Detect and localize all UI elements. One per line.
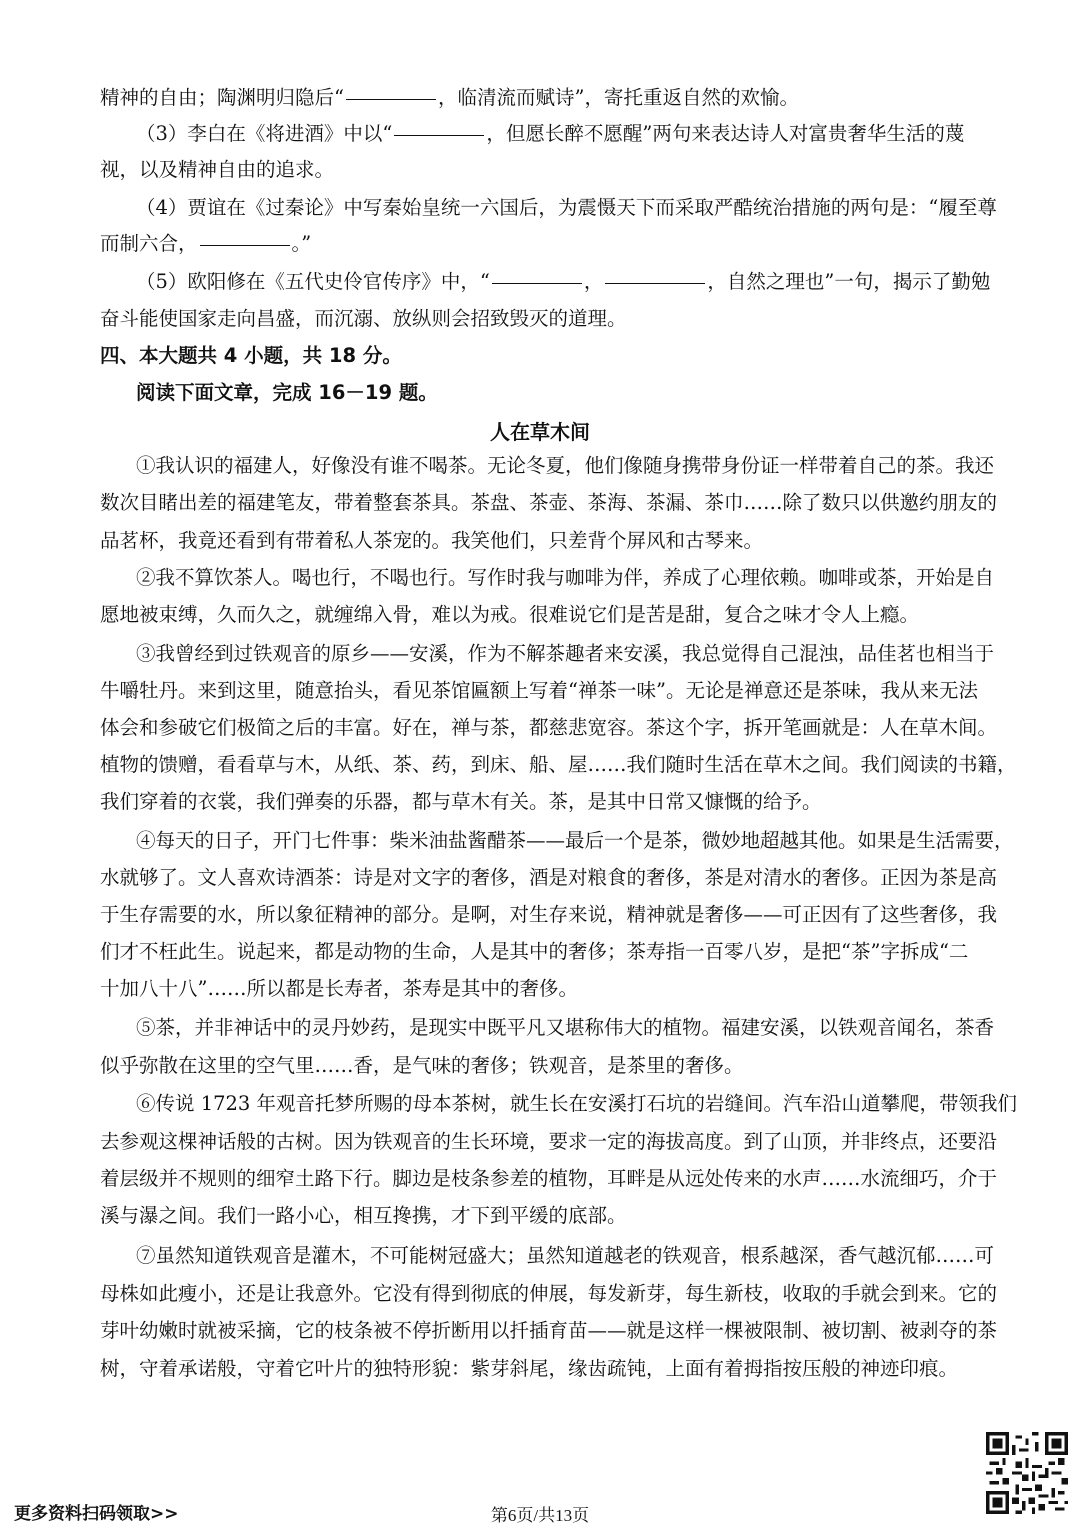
section-instruction: 阅读下面文章，完成 16－19 题。	[136, 381, 438, 404]
article-line: 体会和参破它们极简之后的丰富。好在，禅与茶，都慈悲宽容。茶这个字，拆开笔画就是：人在草木间。	[100, 716, 998, 739]
article-line: 芽叶幼嫩时就被采摘，它的枝条被不停折断用以扦插育苗——就是这样一棵被限制、被切割、被剥夺的茶	[100, 1319, 998, 1342]
article-line: 于生存需要的水，所以象征精神的部分。是啊，对生存来说，精神就是奢侈——可正因有了这些奢侈，我	[100, 903, 998, 926]
text-segment: （5）欧阳修在《五代史伶官传序》中，“	[136, 270, 490, 293]
article-line: ②我不算饮茶人。喝也行，不喝也行。写作时我与咖啡为伴，养成了心理依赖。咖啡或茶，开始是自	[136, 566, 995, 589]
article-line: 十加八十八”……所以都是长寿者，茶寿是其中的奢侈。	[100, 977, 578, 1000]
article-line: ③我曾经到过铁观音的原乡——安溪，作为不解茶趣者来安溪，我总觉得自己混浊，品佳茗也相当于	[136, 642, 995, 665]
poem-question-3-cont: 视，以及精神自由的追求。	[100, 158, 335, 181]
poem-question-5	[136, 268, 991, 296]
article-line: ④每天的日子，开门七件事：柴米油盐酱醋茶——最后一个是茶，微妙地超越其他。如果是生活需要，	[136, 829, 1014, 852]
article-line: 我们穿着的衣裳，我们弹奏的乐器，都与草木有关。茶，是其中日常又慷慨的给予。	[100, 790, 822, 813]
article-line: ①我认识的福建人，好像没有谁不喝茶。无论冬夏，他们像随身携带身份证一样带着自己的茶。我还	[136, 454, 995, 477]
section-heading: 四、本大题共 4 小题，共 18 分。	[100, 344, 402, 367]
article-line: 树，守着承诺般，守着它叶片的独特形貌：紫芽斜尾，缘齿疏钝，上面有着拇指按压般的神迹印痕。	[100, 1357, 959, 1380]
text-segment: 而制六合，	[100, 232, 198, 255]
poem-question-5-cont: 奋斗能使国家走向昌盛，而沉溺、放纵则会招致毁灭的道理。	[100, 307, 627, 330]
text-segment: （3）李白在《将进酒》中以“	[136, 122, 393, 145]
article-line: 去参观这棵神话般的古树。因为铁观音的生长环境，要求一定的海拔高度。到了山顶，并非终点，还要沿	[100, 1130, 998, 1153]
article-line: ⑤茶，并非神话中的灵丹妙药，是现实中既平凡又堪称伟大的植物。福建安溪，以铁观音闻名，茶香	[136, 1016, 995, 1039]
article-line: ⑦虽然知道铁观音是灌木，不可能树冠盛大；虽然知道越老的铁观音，根系越深，香气越沉郁……可	[136, 1244, 995, 1267]
article-line: ⑥传说 1723 年观音托梦所赐的母本茶树，就生长在安溪打石坑的岩缝间。汽车沿山道攀爬，带领我们	[136, 1092, 1018, 1115]
article-line: 们才不枉此生。说起来，都是动物的生命，人是其中的奢侈；茶寿指一百零八岁，是把“茶”字拆成“二	[100, 940, 969, 963]
answer-blank[interactable]	[346, 98, 436, 100]
poem-question-3	[136, 120, 980, 148]
answer-blank[interactable]	[200, 244, 290, 246]
article-line: 水就够了。文人喜欢诗酒茶：诗是对文字的奢侈，酒是对粮食的奢侈，茶是对清水的奢侈。正因为茶是高	[100, 866, 998, 889]
article-line: 着层级并不规则的细窄土路下行。脚边是枝条参差的植物，耳畔是从远处传来的水声……水流细巧，介于	[100, 1167, 998, 1190]
answer-blank[interactable]	[492, 282, 582, 284]
text-segment: ，但愿长醉不愿醒”两句来表达诗人对富贵奢华生活的蔑	[486, 122, 965, 145]
article-line: 母株如此瘦小，还是让我意外。它没有得到彻底的伸展，每发新芽，每生新枝，收取的手就会到来。它的	[100, 1282, 998, 1305]
text-segment: 。”	[291, 232, 312, 255]
poem-question-4: （4）贾谊在《过秦论》中写秦始皇统一六国后，为震慑天下而采取严酷统治措施的两句是：“履至尊	[136, 196, 997, 219]
text-segment: ，临清流而赋诗”，寄托重返自然的欢愉。	[437, 86, 799, 109]
article-title: 人在草木间	[490, 420, 590, 444]
article-line: 品茗杯，我竟还看到有带着私人茶宠的。我笑他们，只差背个屏风和古琴来。	[100, 529, 764, 552]
article-line: 植物的馈赠，看看草与木，从纸、茶、药，到床、船、屋……我们随时生活在草木之间。我们阅读的书籍，	[100, 753, 1017, 776]
answer-blank[interactable]	[605, 282, 705, 284]
poem-question-line-1	[100, 84, 980, 112]
page-number: 第6页/共13页	[490, 1506, 590, 1525]
article-line: 似乎弥散在这里的空气里……香，是气味的奢侈；铁观音，是茶里的奢侈。	[100, 1054, 744, 1077]
qr-code-icon	[986, 1432, 1068, 1514]
text-segment: ，自然之理也”一句，揭示了勤勉	[707, 270, 991, 293]
poem-question-4-cont	[100, 230, 980, 258]
article-line: 愿地被束缚，久而久之，就缠绵入骨，难以为戒。很难说它们是苦是甜，复合之味才令人上瘾。	[100, 603, 920, 626]
text-segment: 精神的自由；陶渊明归隐后“	[100, 86, 344, 109]
answer-blank[interactable]	[394, 134, 484, 136]
text-segment: ，	[583, 270, 604, 293]
article-line: 数次目睹出差的福建笔友，带着整套茶具。茶盘、茶壶、茶海、茶漏、茶巾……除了数只以供邀约朋友的	[100, 491, 998, 514]
article-line: 溪与瀑之间。我们一路小心，相互搀携，才下到平缓的底部。	[100, 1204, 627, 1227]
footer-promo-text: 更多资料扫码领取>>	[14, 1504, 179, 1524]
article-line: 牛嚼牡丹。来到这里，随意抬头，看见茶馆匾额上写着“禅茶一味”。无论是禅意还是茶味，我从来无法	[100, 679, 978, 702]
